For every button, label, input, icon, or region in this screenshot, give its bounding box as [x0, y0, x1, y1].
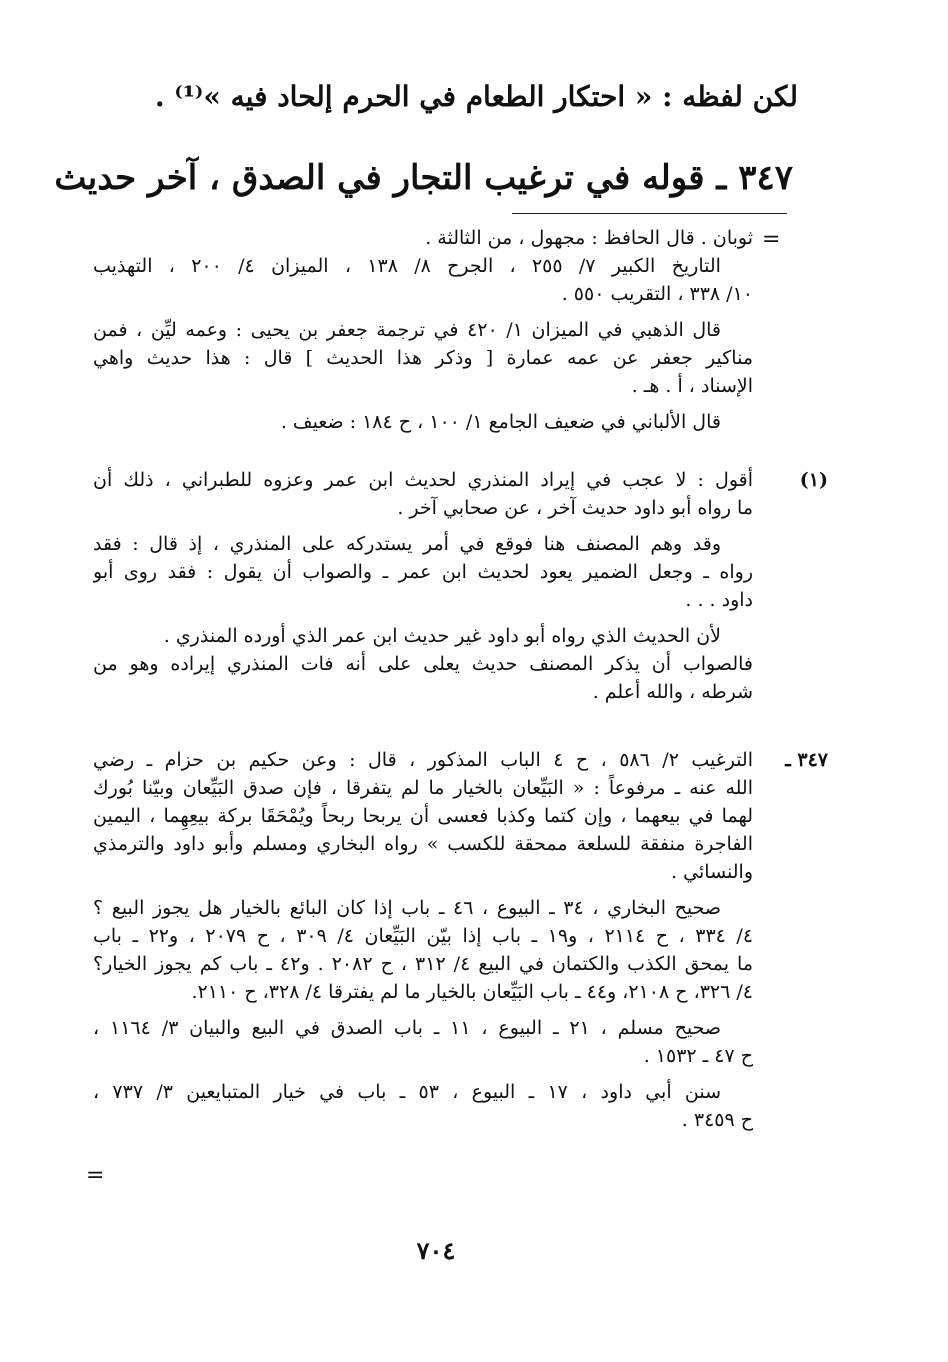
footnote-line: التاريخ الكبير ٧/ ٢٥٥ ، الجرح ٨/ ١٣٨ ، الميزان ٤/ ٢٠٠ ، التهذيب — [93, 255, 721, 277]
footnote-line: ح ٣٤٥٩ . — [681, 1109, 753, 1131]
footnote-line: الله عنه ـ مرفوعاً : « البَيِّعان بالخيار ما لم يتفرقا ، فإن صدق البَيِّعان وبيّنا بُورك — [93, 777, 753, 799]
footnote-line: الإسناد ، أ . هـ . — [631, 375, 753, 397]
footnote-line: صحيح البخاري ، ٣٤ ـ البيوع ، ٤٦ ـ باب إذا كان البائع بالخيار هل يجوز البيع ؟ — [93, 897, 721, 919]
footnote-line: فالصواب أن يذكر المصنف حديث يعلى على أنه فات المنذري إيراده وهو من — [93, 653, 753, 675]
footnote-line: قال الذهبي في الميزان ١/ ٤٢٠ في ترجمة جعفر بن يحيى : وعمه ليِّن ، فمن — [93, 319, 721, 341]
footnote-line: شرطه ، والله أعلم . — [592, 681, 753, 703]
footnote-line: الترغيب ٢/ ٥٨٦ ، ح ٤ الباب المذكور ، قال : وعن حكيم بن حزام ـ رضي — [93, 749, 753, 771]
footnote-line: رواه ـ وجعل الضمير يعود لحديث ابن عمر ـ والصواب أن يقول : فقد روى أبو — [93, 561, 753, 583]
footnote-line: لأن الحديث الذي رواه أبو داود غير حديث ابن عمر الذي أورده المنذري . — [163, 625, 721, 647]
footnote-line: ٤/ ٣٢٦، ح ٢١٠٨، و٤٤ ـ باب البَيِّعان بالخيار ما لم يفترقا ٤/ ٣٢٨، ح ٢١١٠. — [191, 981, 753, 1003]
footnote-line: لهما في بيعهما ، وإن كتما وكذبا فعسى أن يربحا ربحاً ويُمْحَقَا بركة بيعِهِما ، اليمين — [93, 805, 753, 827]
intro-line: لكن لفظه : « احتكار الطعام في الحرم إلحاد فيه »⁽¹⁾ . — [154, 80, 798, 113]
footnote-line: وقد وهم المصنف هنا فوقع في أمر يستدركه على المنذري ، إذ قال : فقد — [93, 533, 721, 555]
footnote-line: مناكير جعفر عن عمه عمارة [ وذكر هذا الحديث ] قال : هذا حديث واهي — [93, 347, 753, 369]
footnote-line: الفاجرة منفقة للسلعة ممحقة للكسب » رواه البخاري ومسلم وأبو داود والترمذي — [93, 833, 753, 855]
footnote-line: أقول : لا عجب في إيراد المنذري لحديث ابن عمر وعزوه للطبراني ، ذلك أن — [93, 469, 753, 491]
footnote-line: سنن أبي داود ، ١٧ ـ البيوع ، ٥٣ ـ باب في خيار المتبايعين ٣/ ٧٣٧ ، — [93, 1081, 722, 1103]
footnote-line: صحيح مسلم ، ٢١ ـ البيوع ، ١١ ـ باب الصدق في البيع والبيان ٣/ ١١٦٤ ، — [93, 1017, 721, 1039]
footnote-line: ما يمحق الكذب والكتمان في البيع ٤/ ٣١٢ ، ح ٢٠٨٢ . و٤٢ ـ باب كم يجوز الخيار؟ — [93, 953, 753, 975]
footnote-line: ٤/ ٣٣٤ ، ح ٢١١٤ ، و١٩ ـ باب إذا بيّن البَيِّعان ٤/ ٣٠٩ ، ح ٢٠٧٩ ، و٢٢ ـ باب — [93, 925, 753, 947]
footnote-line: ١٠/ ٣٣٨ ، التقريب ٥٥٠ . — [561, 283, 753, 305]
footnote-line: ثوبان . قال الحافظ : مجهول ، من الثالثة . — [425, 227, 753, 249]
footnote-line: ما رواه أبو داود حديث آخر ، عن صحابي آخر . — [397, 497, 753, 519]
footnote-marker-347: ٣٤٧ ـ — [785, 749, 828, 771]
footnote-line: داود . . . — [685, 589, 753, 611]
continuation-mark-top: = — [762, 227, 781, 252]
footnote-separator — [512, 213, 787, 214]
footnote-continued — [93, 224, 753, 436]
footnote-marker-1: (١) — [799, 469, 828, 491]
footnote-line: ح ٤٧ ـ ١٥٣٢ . — [643, 1045, 753, 1067]
chapter-heading: ٣٤٧ ـ قوله في ترغيب التجار في الصدق ، آخر حديث — [54, 158, 793, 198]
continuation-mark-bottom: = — [86, 1163, 105, 1188]
footnote-line: قال الألباني في ضعيف الجامع ١/ ١٠٠ ، ح ١٨٤ : ضعيف . — [280, 411, 721, 433]
page-number: ٧٠٤ — [416, 1236, 456, 1265]
footnote-1 — [93, 466, 753, 706]
footnote-line: والنسائي . — [671, 861, 753, 883]
footnote-347 — [93, 746, 753, 1134]
